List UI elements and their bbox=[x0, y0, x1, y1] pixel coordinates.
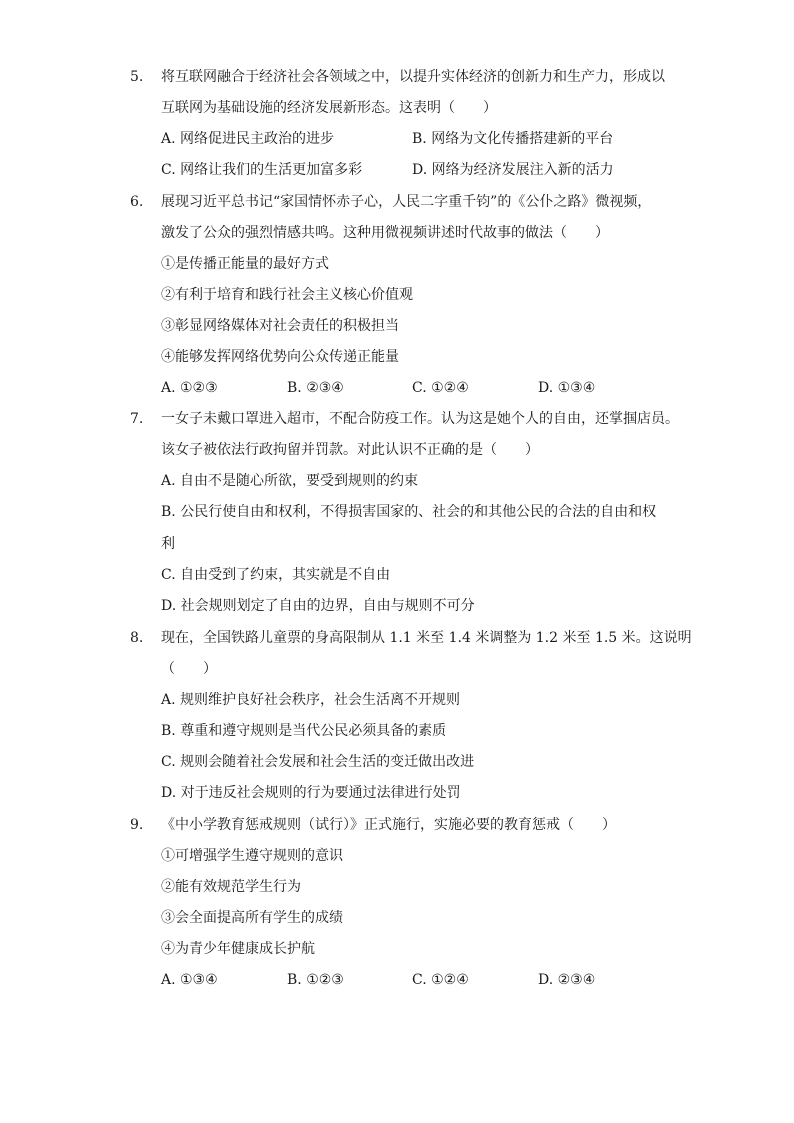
question-stem-line: 该女子被依法行政拘留并罚款。对此认识不正确的是（ ） bbox=[161, 442, 539, 458]
option-c[interactable]: C. 规则会随着社会发展和社会生活的变迁做出改进 bbox=[161, 754, 475, 770]
option-a[interactable]: A. 规则维护良好社会秩序，社会生活离不开规则 bbox=[161, 692, 461, 708]
option-a[interactable]: A. 网络促进民主政治的进步 bbox=[161, 131, 335, 147]
question-number: 6. bbox=[130, 194, 144, 210]
question-number: 5. bbox=[130, 69, 144, 85]
option-d[interactable]: D. 网络为经济发展注入新的活力 bbox=[412, 162, 614, 178]
option-d[interactable]: D. 对于违反社会规则的行为要通过法律进行处罚 bbox=[161, 785, 461, 801]
statement-1: ①可增强学生遵守规则的意识 bbox=[161, 848, 343, 864]
statement-4: ④能够发挥网络优势向公众传递正能量 bbox=[161, 349, 399, 365]
option-b[interactable]: B. ②③④ bbox=[287, 380, 344, 396]
question-stem-line: （ ） bbox=[161, 661, 217, 677]
option-c[interactable]: C. ①②④ bbox=[412, 380, 469, 396]
statement-3: ③彰显网络媒体对社会责任的积极担当 bbox=[161, 318, 399, 334]
option-b[interactable]: B. ①②③ bbox=[287, 972, 344, 988]
option-c[interactable]: C. 自由受到了约束，其实就是不自由 bbox=[161, 567, 391, 583]
option-a[interactable]: A. 自由不是随心所欲，要受到规则的约束 bbox=[161, 473, 419, 489]
question-stem-line: 《中小学教育惩戒规则（试行）》正式施行，实施必要的教育惩戒（ ） bbox=[161, 817, 616, 833]
statement-3: ③会全面提高所有学生的成绩 bbox=[161, 910, 343, 926]
statement-2: ②能有效规范学生行为 bbox=[161, 879, 301, 895]
question-stem-line: 将互联网融合于经济社会各领域之中，以提升实体经济的创新力和生产力，形成以 bbox=[161, 69, 665, 85]
question-stem-line: 互联网为基础设施的经济发展新形态。这表明（ ） bbox=[161, 100, 497, 116]
option-b[interactable]: B. 公民行使自由和权利，不得损害国家的、社会的和其他公民的合法的自由和权 bbox=[161, 504, 657, 520]
option-c[interactable]: C. ①②④ bbox=[412, 972, 469, 988]
option-d[interactable]: D. ①③④ bbox=[538, 380, 596, 396]
question-stem-line: 激发了公众的强烈情感共鸣。这种用微视频讲述时代故事的做法（ ） bbox=[161, 225, 609, 241]
question-stem-line: 展现习近平总书记“家国情怀赤子心，人民二字重千钧”的《公仆之路》微视频， bbox=[161, 194, 652, 210]
statement-1: ①是传播正能量的最好方式 bbox=[161, 256, 329, 272]
statement-2: ②有利于培育和践行社会主义核心价值观 bbox=[161, 287, 413, 303]
question-number: 9. bbox=[130, 817, 144, 833]
question-stem-line: 现在，全国铁路儿童票的身高限制从 1.1 米至 1.4 米调整为 1.2 米至 1.5 米。这说明 bbox=[161, 630, 692, 646]
question-number: 7. bbox=[130, 411, 144, 427]
option-a[interactable]: A. ①②③ bbox=[161, 380, 218, 396]
question-number: 8. bbox=[130, 630, 144, 646]
option-a[interactable]: A. ①③④ bbox=[161, 972, 218, 988]
option-d[interactable]: D. ②③④ bbox=[538, 972, 596, 988]
option-c[interactable]: C. 网络让我们的生活更加富多彩 bbox=[161, 162, 363, 178]
question-stem-line: 一女子未戴口罩进入超市，不配合防疫工作。认为这是她个人的自由，还掌掴店员。 bbox=[161, 411, 679, 427]
statement-4: ④为青少年健康成长护航 bbox=[161, 941, 315, 957]
option-b[interactable]: B. 尊重和遵守规则是当代公民必须具备的素质 bbox=[161, 723, 447, 739]
option-b[interactable]: B. 网络为文化传播搭建新的平台 bbox=[412, 131, 614, 147]
option-d[interactable]: D. 社会规则划定了自由的边界，自由与规则不可分 bbox=[161, 598, 475, 614]
option-b-continued[interactable]: 利 bbox=[161, 536, 175, 552]
